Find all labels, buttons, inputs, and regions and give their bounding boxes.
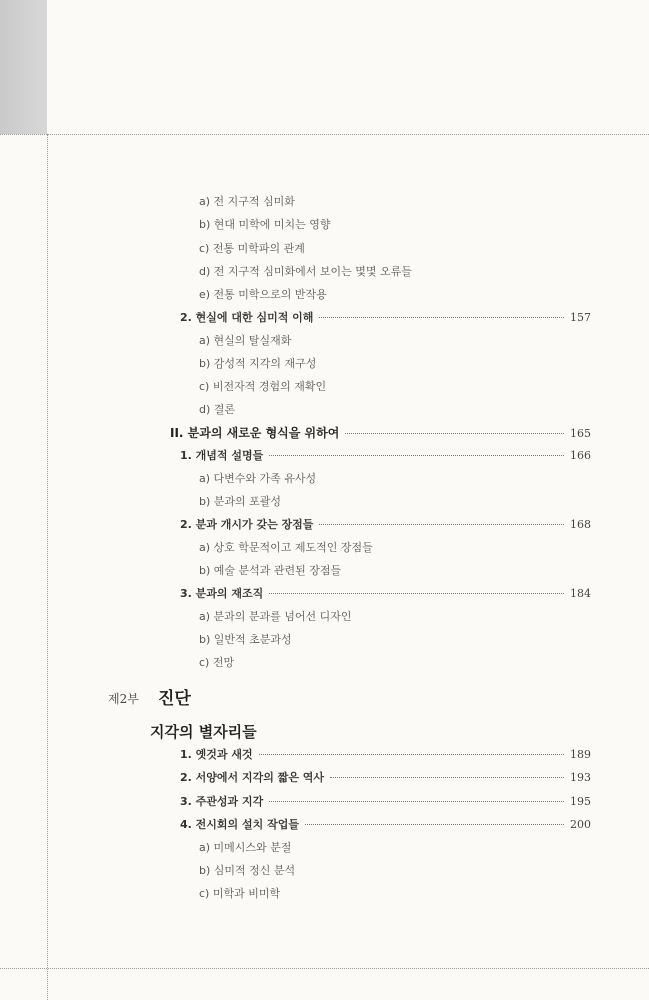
toc-entry-label: c) 비전자적 경험의 재확인 xyxy=(199,380,327,393)
toc-subentry xyxy=(199,378,326,394)
dot-leader xyxy=(305,824,564,825)
toc-entry-label: d) 전 지구적 심미화에서 보이는 몇몇 오류들 xyxy=(199,265,412,278)
toc-entry-label: e) 전통 미학으로의 반작용 xyxy=(199,288,327,301)
chapter-title: 지각의 별자리들 xyxy=(150,723,257,741)
toc-entry-label: a) 상호 학문적이고 제도적인 장점들 xyxy=(199,541,373,554)
toc-entry-label: c) 전망 xyxy=(199,656,235,669)
toc-entry-label: II. 분과의 새로운 형식을 위하여 xyxy=(170,426,340,440)
toc-entry-label: b) 분과의 포괄성 xyxy=(199,495,282,508)
toc-subentry xyxy=(199,654,234,670)
toc-section xyxy=(170,424,591,441)
toc-subentry xyxy=(199,539,373,555)
dot-leader xyxy=(269,455,564,456)
part-prefix: 제2부 xyxy=(108,692,139,706)
toc-entry-label: b) 현대 미학에 미치는 영향 xyxy=(199,218,331,231)
toc-entry-label: a) 현실의 탈실재화 xyxy=(199,334,292,347)
dot-leader xyxy=(259,754,564,755)
toc-subentry xyxy=(199,193,295,209)
page-number: 165 xyxy=(570,427,591,440)
toc-entry-label: b) 일반적 초분과성 xyxy=(199,633,292,646)
toc-entry-label: 2. 현실에 대한 심미적 이해 xyxy=(180,311,314,324)
toc-entry-label: b) 심미적 정신 분석 xyxy=(199,864,296,877)
page-number: 184 xyxy=(570,587,591,600)
toc-subentry xyxy=(199,401,235,417)
dot-leader xyxy=(319,524,564,525)
toc-subentry xyxy=(199,631,292,647)
toc-entry-label: c) 미학과 비미학 xyxy=(199,887,281,900)
toc-entry-label: a) 분과의 분과를 넘어선 디자인 xyxy=(199,610,352,623)
toc-subentry xyxy=(199,493,281,509)
page-number: 200 xyxy=(570,818,591,831)
toc-entry-label: a) 미메시스와 분절 xyxy=(199,841,292,854)
toc-entry-label: 1. 옛것과 새것 xyxy=(180,748,253,761)
toc-subentry xyxy=(199,562,341,578)
toc-entry xyxy=(180,816,591,832)
toc-entry xyxy=(180,746,591,762)
page-number: 193 xyxy=(570,771,591,784)
toc-subentry xyxy=(199,216,331,232)
toc-entry xyxy=(180,309,591,325)
dot-leader xyxy=(319,317,564,318)
toc-entry-label: a) 다변수와 가족 유사성 xyxy=(199,472,317,485)
page-number: 168 xyxy=(570,518,591,531)
toc-subentry xyxy=(199,885,280,901)
toc-entry-label: b) 예술 분석과 관련된 장점들 xyxy=(199,564,342,577)
toc-entry-label: 2. 분과 개시가 갖는 장점들 xyxy=(180,518,314,531)
page-number: 189 xyxy=(570,748,591,761)
toc-entry xyxy=(180,516,591,532)
toc-entry xyxy=(180,585,591,601)
part-title: 진단 xyxy=(158,689,191,709)
dot-leader xyxy=(330,777,564,778)
toc-entry xyxy=(180,793,591,809)
toc-subentry xyxy=(199,240,305,256)
toc-subentry xyxy=(199,355,316,371)
toc-entry-label: a) 전 지구적 심미화 xyxy=(199,195,295,208)
toc-entry-label: 3. 주관성과 지각 xyxy=(180,795,264,808)
toc-entry-label: c) 전통 미학파의 관계 xyxy=(199,242,305,255)
toc-entry-label: 2. 서양에서 지각의 짧은 역사 xyxy=(180,771,325,784)
toc-entry xyxy=(180,769,591,785)
toc-entry-label: 1. 개념적 설명들 xyxy=(180,449,264,462)
toc-subentry xyxy=(199,332,291,348)
page-number: 195 xyxy=(570,795,591,808)
toc-subentry xyxy=(199,263,412,279)
toc-entry-label: 3. 분과의 재조직 xyxy=(180,587,264,600)
toc-subentry xyxy=(199,862,295,878)
toc-entry-label: 4. 전시회의 설치 작업들 xyxy=(180,818,299,831)
dot-leader xyxy=(269,593,564,594)
page-number: 157 xyxy=(570,311,591,324)
toc-entry-label: d) 결론 xyxy=(199,403,236,416)
toc-subentry xyxy=(199,470,316,486)
dot-leader xyxy=(269,801,564,802)
toc-entry-label: b) 감성적 지각의 재구성 xyxy=(199,357,317,370)
toc-subentry xyxy=(199,608,352,624)
page-number: 166 xyxy=(570,449,591,462)
toc-entry xyxy=(180,447,591,463)
dot-leader xyxy=(345,433,564,434)
toc-subentry xyxy=(199,286,327,302)
toc-subentry xyxy=(199,839,291,855)
